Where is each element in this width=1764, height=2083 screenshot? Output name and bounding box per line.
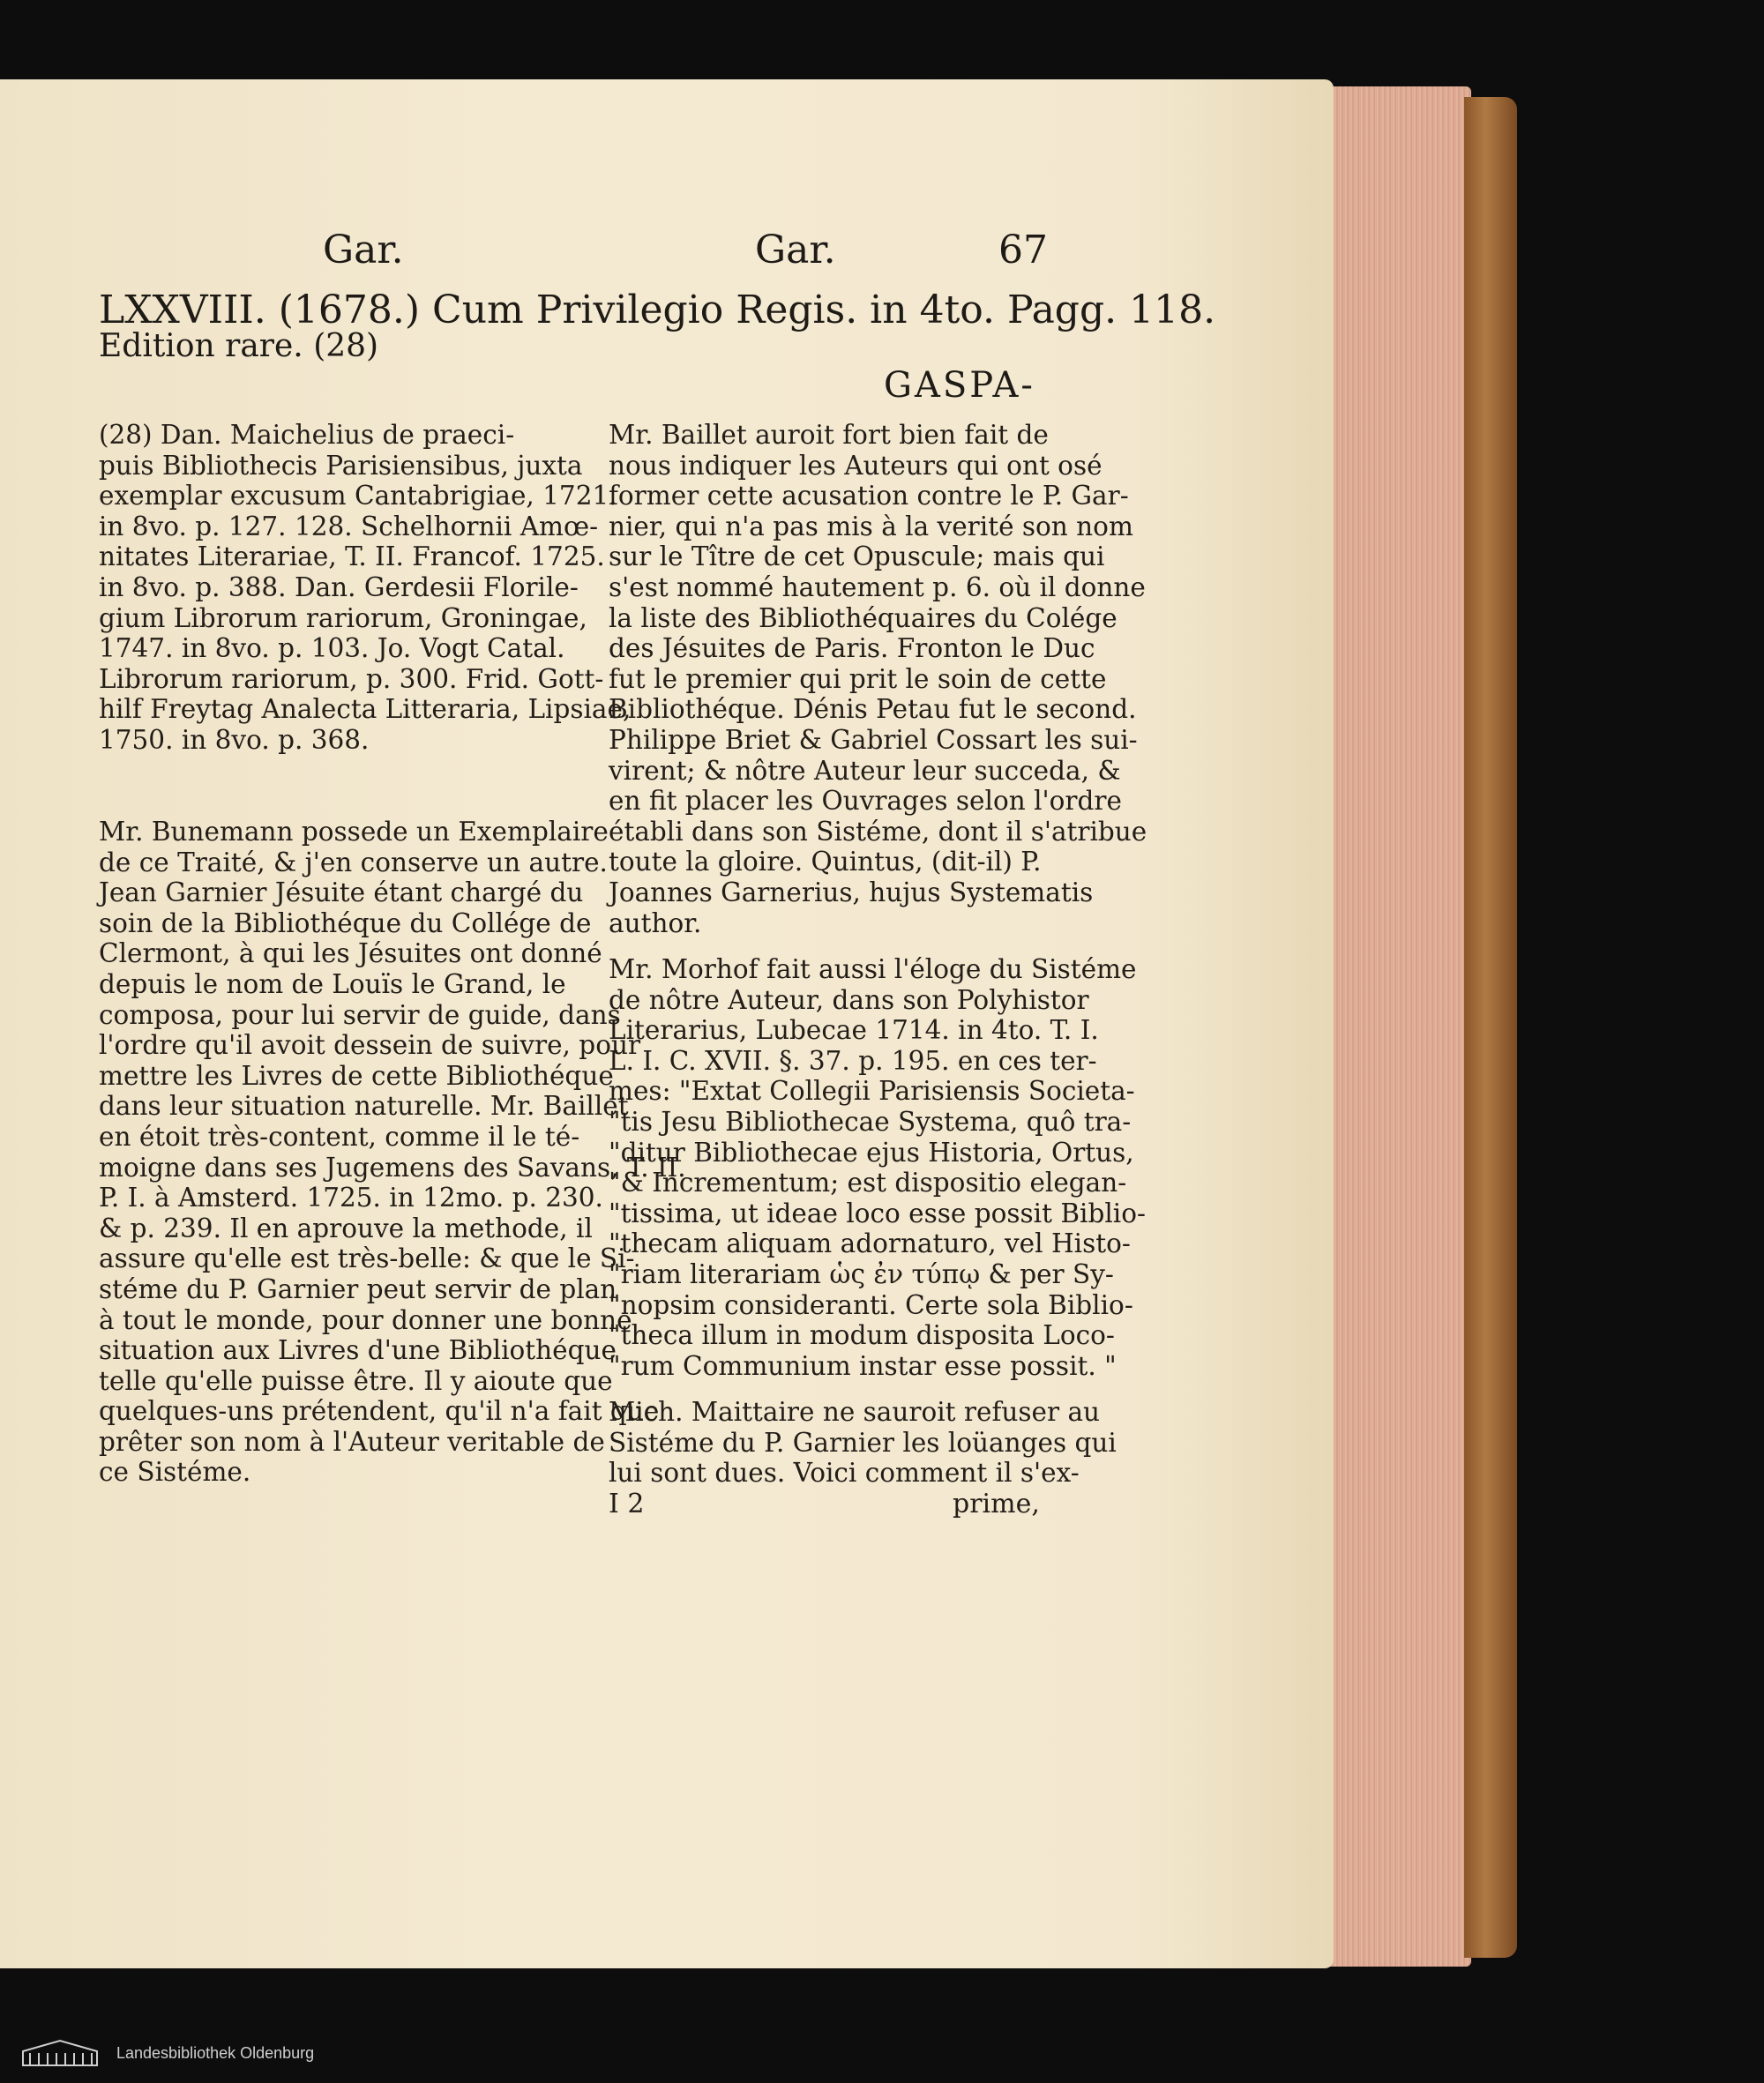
running-head-left: Gar. [323, 228, 404, 273]
text-line: nitates Literariae, T. II. Francof. 1725. [99, 541, 605, 572]
text-line: établi dans son Sistéme, dont il s'atribue [609, 816, 1147, 847]
text-line: depuis le nom de Louïs le Grand, le [99, 968, 566, 999]
text-line: Philippe Briet & Gabriel Cossart les sui- [609, 724, 1138, 755]
text-line: hilf Freytag Analecta Litteraria, Lipsiae, [99, 694, 632, 725]
text-line: composa, pour lui servir de guide, dans [99, 999, 621, 1030]
text-line: sur le Tître de cet Opuscule; mais qui [609, 541, 1105, 572]
text-line: Sistéme du P. Garnier les loüanges qui [609, 1427, 1117, 1458]
text-line: ce Sistéme. [99, 1457, 251, 1488]
signature-mark: I 2 [609, 1489, 645, 1519]
text-line: "riam literariam ὡς ἐν τύπῳ & per Sy- [609, 1258, 1114, 1289]
text-line: P. I. à Amsterd. 1725. in 12mo. p. 230. [99, 1183, 603, 1213]
text-line: quelques-uns prétendent, qu'il n'a fait que [99, 1396, 660, 1427]
catchword-top: GASPA- [884, 365, 1035, 406]
text-line: "tis Jesu Bibliothecae Systema, quô tra- [609, 1106, 1132, 1137]
text-line: in 8vo. p. 388. Dan. Gerdesii Florile- [99, 571, 579, 602]
text-line: puis Bibliothecis Parisiensibus, juxta [99, 450, 583, 481]
title-line: LXXVIII. (1678.) Cum Privilegio Regis. in 4to. Pagg. 118. [99, 287, 1216, 332]
text-line: "thecam aliquam adornaturo, vel Histo- [609, 1228, 1131, 1259]
text-line: 1747. in 8vo. p. 103. Jo. Vogt Catal. [99, 633, 565, 664]
text-line: Librorum rariorum, p. 300. Frid. Gott- [99, 663, 604, 694]
text-line: nier, qui n'a pas mis à la verité son nom [609, 511, 1133, 541]
right-paragraph-3 [609, 1397, 1117, 1489]
text-line: de nôtre Auteur, dans son Polyhistor [609, 984, 1089, 1015]
text-line: "rum Communium instar esse possit. " [609, 1350, 1117, 1381]
text-line: la liste des Bibliothéquaires du Colége [609, 602, 1117, 633]
text-line: l'ordre qu'il avoit dessein de suivre, pour [99, 1030, 641, 1061]
text-line: Bibliothéque. Dénis Petau fut le second. [609, 694, 1137, 725]
text-line: fut le premier qui prit le soin de cette [609, 663, 1107, 694]
text-line: (28) Dan. Maichelius de praeci- [99, 420, 515, 450]
text-line: "& Incrementum; est dispositio elegan- [609, 1168, 1127, 1198]
page-number: 67 [998, 228, 1048, 273]
text-line: prêter son nom à l'Auteur veritable de [99, 1426, 605, 1457]
running-head-center: Gar. [755, 228, 836, 273]
text-line: mettre les Livres de cette Bibliothéque [99, 1060, 614, 1091]
text-line: s'est nommé hautement p. 6. où il donne [609, 571, 1146, 602]
text-line: "theca illum in modum disposita Loco- [609, 1320, 1115, 1351]
text-line: Literarius, Lubecae 1714. in 4to. T. I. [609, 1015, 1099, 1046]
text-line: "tissima, ut ideae loco esse possit Biblio- [609, 1198, 1146, 1228]
text-line: nous indiquer les Auteurs qui ont osé [609, 450, 1102, 481]
text-line: Joannes Garnerius, hujus Systematis [609, 877, 1094, 907]
text-line: à tout le monde, pour donner une bonne [99, 1304, 632, 1335]
text-line: exemplar excusum Cantabrigiae, 1721. [99, 481, 617, 511]
text-line: Mr. Baillet auroit fort bien fait de [609, 420, 1049, 450]
text-line: en fit placer les Ouvrages selon l'ordre [609, 786, 1122, 817]
library-name: Landesbibliothek Oldenburg [116, 2043, 315, 2062]
library-logo [18, 2035, 314, 2071]
text-line: "ditur Bibliothecae ejus Historia, Ortus, [609, 1137, 1134, 1168]
page-edge [1323, 86, 1471, 1967]
text-line: Jean Garnier Jésuite étant chargé du [99, 877, 584, 908]
text-line: mes: "Extat Collegii Parisiensis Societa- [609, 1076, 1135, 1107]
text-line: 1750. in 8vo. p. 368. [99, 724, 370, 755]
text-line: telle qu'elle puisse être. Il y aioute que [99, 1365, 613, 1396]
text-line: Mr. Morhof fait aussi l'éloge du Sistéme [609, 954, 1137, 984]
text-line: soin de la Bibliothéque du Collége de [99, 907, 592, 938]
text-line: Mr. Bunemann possede un Exemplaire [99, 817, 609, 847]
text-line: en étoit très-content, comme il le té- [99, 1121, 580, 1152]
footnote-28 [99, 420, 632, 756]
text-line: author. [609, 907, 702, 938]
right-paragraph-1 [609, 420, 1147, 938]
title-line-2: Edition rare. (28) [99, 328, 379, 364]
text-line: & p. 239. Il en aprouve la methode, il [99, 1213, 593, 1243]
text-line: Clermont, à qui les Jésuites ont donné [99, 938, 602, 969]
text-line: de ce Traité, & j'en conserve un autre. [99, 847, 608, 877]
text-line: virent; & nôtre Auteur leur succeda, & [609, 755, 1121, 786]
text-line: former cette acusation contre le P. Gar- [609, 481, 1129, 511]
text-line: L. I. C. XVII. §. 37. p. 195. en ces ter- [609, 1045, 1097, 1076]
text-line: lui sont dues. Voici comment il s'ex- [609, 1458, 1080, 1489]
text-line: des Jésuites de Paris. Fronton le Duc [609, 633, 1095, 664]
text-line: in 8vo. p. 127. 128. Schelhornii Amœ- [99, 511, 599, 541]
right-paragraph-2 [609, 954, 1146, 1381]
book-cover [1464, 97, 1517, 1958]
text-line: Mich. Maittaire ne sauroit refuser au [609, 1397, 1101, 1427]
text-line: stéme du P. Garnier peut servir de plan [99, 1273, 617, 1304]
text-line: situation aux Livres d'une Bibliothéque [99, 1335, 617, 1366]
text-line: toute la gloire. Quintus, (dit-il) P. [609, 847, 1042, 877]
text-line: gium Librorum rariorum, Groningae, [99, 602, 587, 633]
catchword: prime, [953, 1489, 1040, 1519]
text-line: dans leur situation naturelle. Mr. Baillet [99, 1091, 629, 1122]
text-line: assure qu'elle est très-belle: & que le Si- [99, 1243, 635, 1274]
text-line: moigne dans ses Jugemens des Savans, T. II. [99, 1152, 686, 1183]
text-line: "nopsim consideranti. Certe sola Biblio- [609, 1289, 1133, 1320]
library-building-icon [18, 2037, 102, 2069]
